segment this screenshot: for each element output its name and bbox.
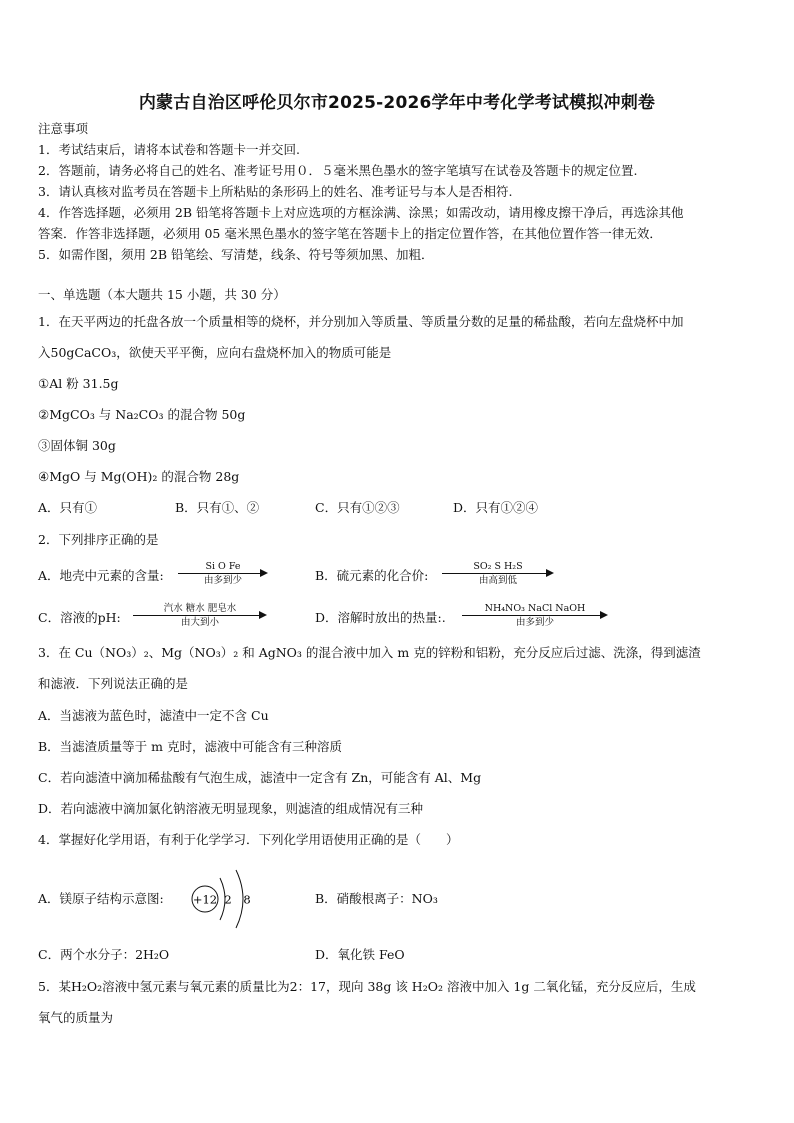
nucleus-charge: +12 [192, 892, 218, 907]
q1-stem-line2: 入50gCaCO₃，欲使天平平衡，应向右盘烧杯加入的物质可能是 [38, 345, 392, 360]
shell1-electrons: 2 [224, 892, 232, 907]
atom-structure-diagram [186, 864, 258, 936]
arrow-top-text: Si O Fe [205, 561, 241, 572]
q2-option-d-arrow [462, 603, 608, 629]
q2-option-c-label: C．溶液的pH: [38, 610, 121, 625]
q2-option-b-arrow [442, 561, 554, 587]
q1-option-c: C．只有①②③ [315, 500, 400, 515]
notice-item: 3．请认真核对监考员在答题卡上所粘贴的条形码上的姓名、准考证号与本人是否相符. [38, 184, 513, 199]
q3-option-c: C．若向滤渣中滴加稀盐酸有气泡生成，滤渣中一定含有 Zn，可能含有 Al、Mg [38, 770, 482, 785]
q1-option-d: D．只有①②④ [453, 500, 539, 515]
arrow-top-text: SO₂ S H₂S [473, 561, 523, 572]
q1-option-b: B．只有①、② [175, 500, 260, 515]
q3-stem-line1: 3．在 Cu（NO₃）₂、Mg（NO₃）₂ 和 AgNO₃ 的混合液中加入 m 克的锌粉和铝粉，充分反应后过滤、洗涤，得到滤渣 [38, 645, 701, 660]
arrow-bottom-text: 由大到小 [180, 617, 219, 628]
q5-stem-line2: 氧气的质量为 [38, 1010, 114, 1025]
notice-item: 2．答题前，请务必将自己的姓名、准考证号用０．５毫米黑色墨水的签字笔填写在试卷及答题卡的规定位置. [38, 163, 638, 178]
arrow-top-text: 汽水 糖水 肥皂水 [163, 603, 237, 614]
q1-item: ②MgCO₃ 与 Na₂CO₃ 的混合物 50g [38, 407, 246, 422]
notice-item: 1．考试结束后，请将本试卷和答题卡一并交回. [38, 142, 300, 157]
arrow-line [462, 615, 602, 616]
notice-item: 答案．作答非选择题，必须用 05 毫米黑色墨水的签字笔在答题卡上的指定位置作答，在其他位置作答一律无效． [38, 226, 662, 241]
arrow-bottom-text: 由多到少 [515, 617, 554, 628]
q4-option-c: C．两个水分子：2H₂O [38, 947, 170, 962]
arrow-bottom-text: 由高到低 [478, 575, 517, 586]
q2-option-a-label: A．地壳中元素的含量: [38, 568, 164, 583]
q4-stem: 4．掌握好化学用语，有利于化学学习．下列化学用语使用正确的是（ ） [38, 832, 459, 847]
q2-option-a-arrow [178, 561, 268, 587]
q3-stem-line2: 和滤液．下列说法正确的是 [38, 676, 189, 691]
q3-option-a: A．当滤液为蓝色时，滤渣中一定不含 Cu [38, 708, 269, 723]
arrow-bottom-text: 由多到少 [203, 575, 242, 586]
arrow-top-text: NH₄NO₃ NaCl NaOH [484, 603, 586, 614]
notice-heading: 注意事项 [38, 121, 89, 136]
q1-item: ①Al 粉 31.5g [38, 376, 119, 391]
arrow-line [442, 573, 548, 574]
q1-item: ④MgO 与 Mg(OH)₂ 的混合物 28g [38, 469, 240, 484]
shell2-electrons: 8 [243, 892, 251, 907]
electron-shell-arc [236, 870, 243, 928]
section-heading: 一、单选题（本大题共 15 小题，共 30 分） [38, 287, 286, 302]
q4-option-d: D．氧化铁 FeO [315, 947, 405, 962]
q2-option-c-arrow [133, 603, 267, 629]
q3-option-b: B．当滤渣质量等于 m 克时，滤液中可能含有三种溶质 [38, 739, 342, 754]
notice-item: 4．作答选择题，必须用 2B 铅笔将答题卡上对应选项的方框涂满、涂黑；如需改动，请用橡皮擦干净后，再选涂其他 [38, 205, 684, 220]
q1-item: ③固体铜 30g [38, 438, 116, 453]
arrow-line [178, 573, 262, 574]
q4-option-b: B．硝酸根离子：NO₃ [315, 891, 438, 906]
q4-option-a-label: A．镁原子结构示意图: [38, 891, 164, 906]
q2-option-d-label: D．溶解时放出的热量:. [315, 610, 446, 625]
q1-option-a: A．只有① [38, 500, 98, 515]
page-title: 内蒙古自治区呼伦贝尔市2025-2026学年中考化学考试模拟冲刺卷 [138, 93, 656, 113]
arrow-line [133, 615, 261, 616]
q2-option-b-label: B．硫元素的化合价: [315, 568, 429, 583]
q3-option-d: D．若向滤液中滴加氯化钠溶液无明显现象，则滤渣的组成情况有三种 [38, 801, 424, 816]
q5-stem-line1: 5．某H₂O₂溶液中氢元素与氧元素的质量比为2：17，现向 38g 该 H₂O₂ 溶液中加入 1g 二氧化锰，充分反应后，生成 [38, 979, 696, 994]
q1-stem-line1: 1．在天平两边的托盘各放一个质量相等的烧杯，并分别加入等质量、等质量分数的足量的稀盐酸，若向左盘烧杯中加 [38, 314, 684, 329]
notice-item: 5．如需作图，须用 2B 铅笔绘、写清楚，线条、符号等须加黑、加粗． [38, 247, 434, 262]
q2-stem: 2．下列排序正确的是 [38, 532, 159, 547]
